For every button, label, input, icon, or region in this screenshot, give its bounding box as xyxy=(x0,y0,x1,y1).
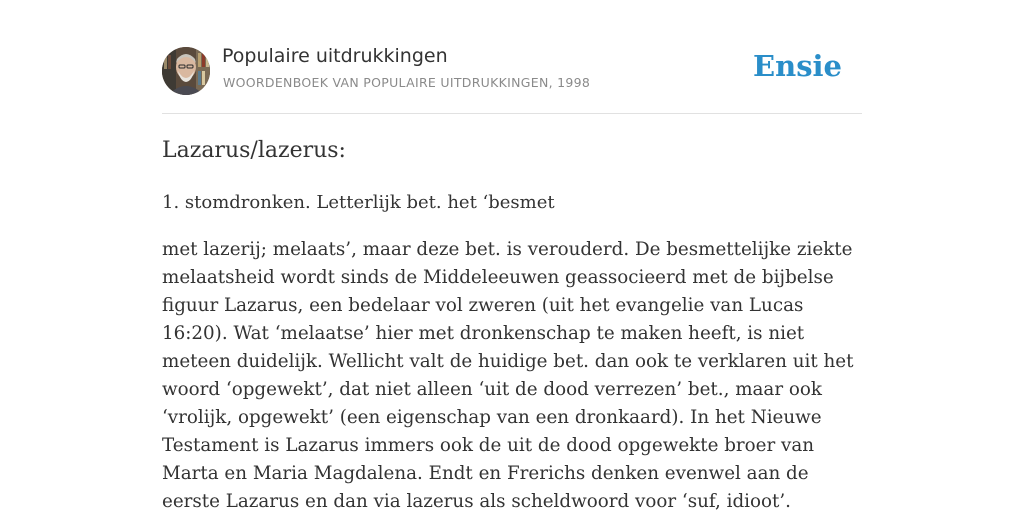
author-portrait-icon xyxy=(162,47,210,95)
ensie-logo[interactable]: Ensie xyxy=(753,49,842,83)
source-header xyxy=(162,0,862,114)
source-title[interactable]: Populaire uitdrukkingen xyxy=(222,45,448,67)
entry-card xyxy=(162,0,862,512)
author-avatar[interactable] xyxy=(162,47,210,95)
entry-paragraph-1: 1. stomdronken. Letterlijk bet. het ‘besmet xyxy=(162,192,555,213)
source-subtitle: WOORDENBOEK VAN POPULAIRE UITDRUKKINGEN, 1998 xyxy=(223,75,591,90)
entry-title: Lazarus/lazerus: xyxy=(162,138,346,163)
entry-paragraph-2: met lazerij; melaats’, maar deze bet. is verouderd. De besmettelijke ziekte melaatsheid wordt sinds de Middeleeuwen geassocieerd met de bijbelse figuur Lazarus, een bedelaar vol zweren (uit het evangelie van Lucas 16:20). Wat ‘melaatse’ hier met dronkenschap te maken heeft, is niet meteen duidelijk. Wellicht valt de huidige bet. dan ook te verklaren uit het woord ‘opgewekt’, dat niet alleen ‘uit de dood verrezen’ bet., maar ook ‘vrolijk, opgewekt’ (een eigenschap van een dronkaard). In het Nieuwe Testament is Lazarus immers ook de uit de dood opgewekte broer van Marta en Maria Magdalena. Endt en Frerichs denken evenwel aan de eerste Lazarus en dan via lazerus als scheldwoord voor ‘suf, idioot’. xyxy=(162,239,854,512)
